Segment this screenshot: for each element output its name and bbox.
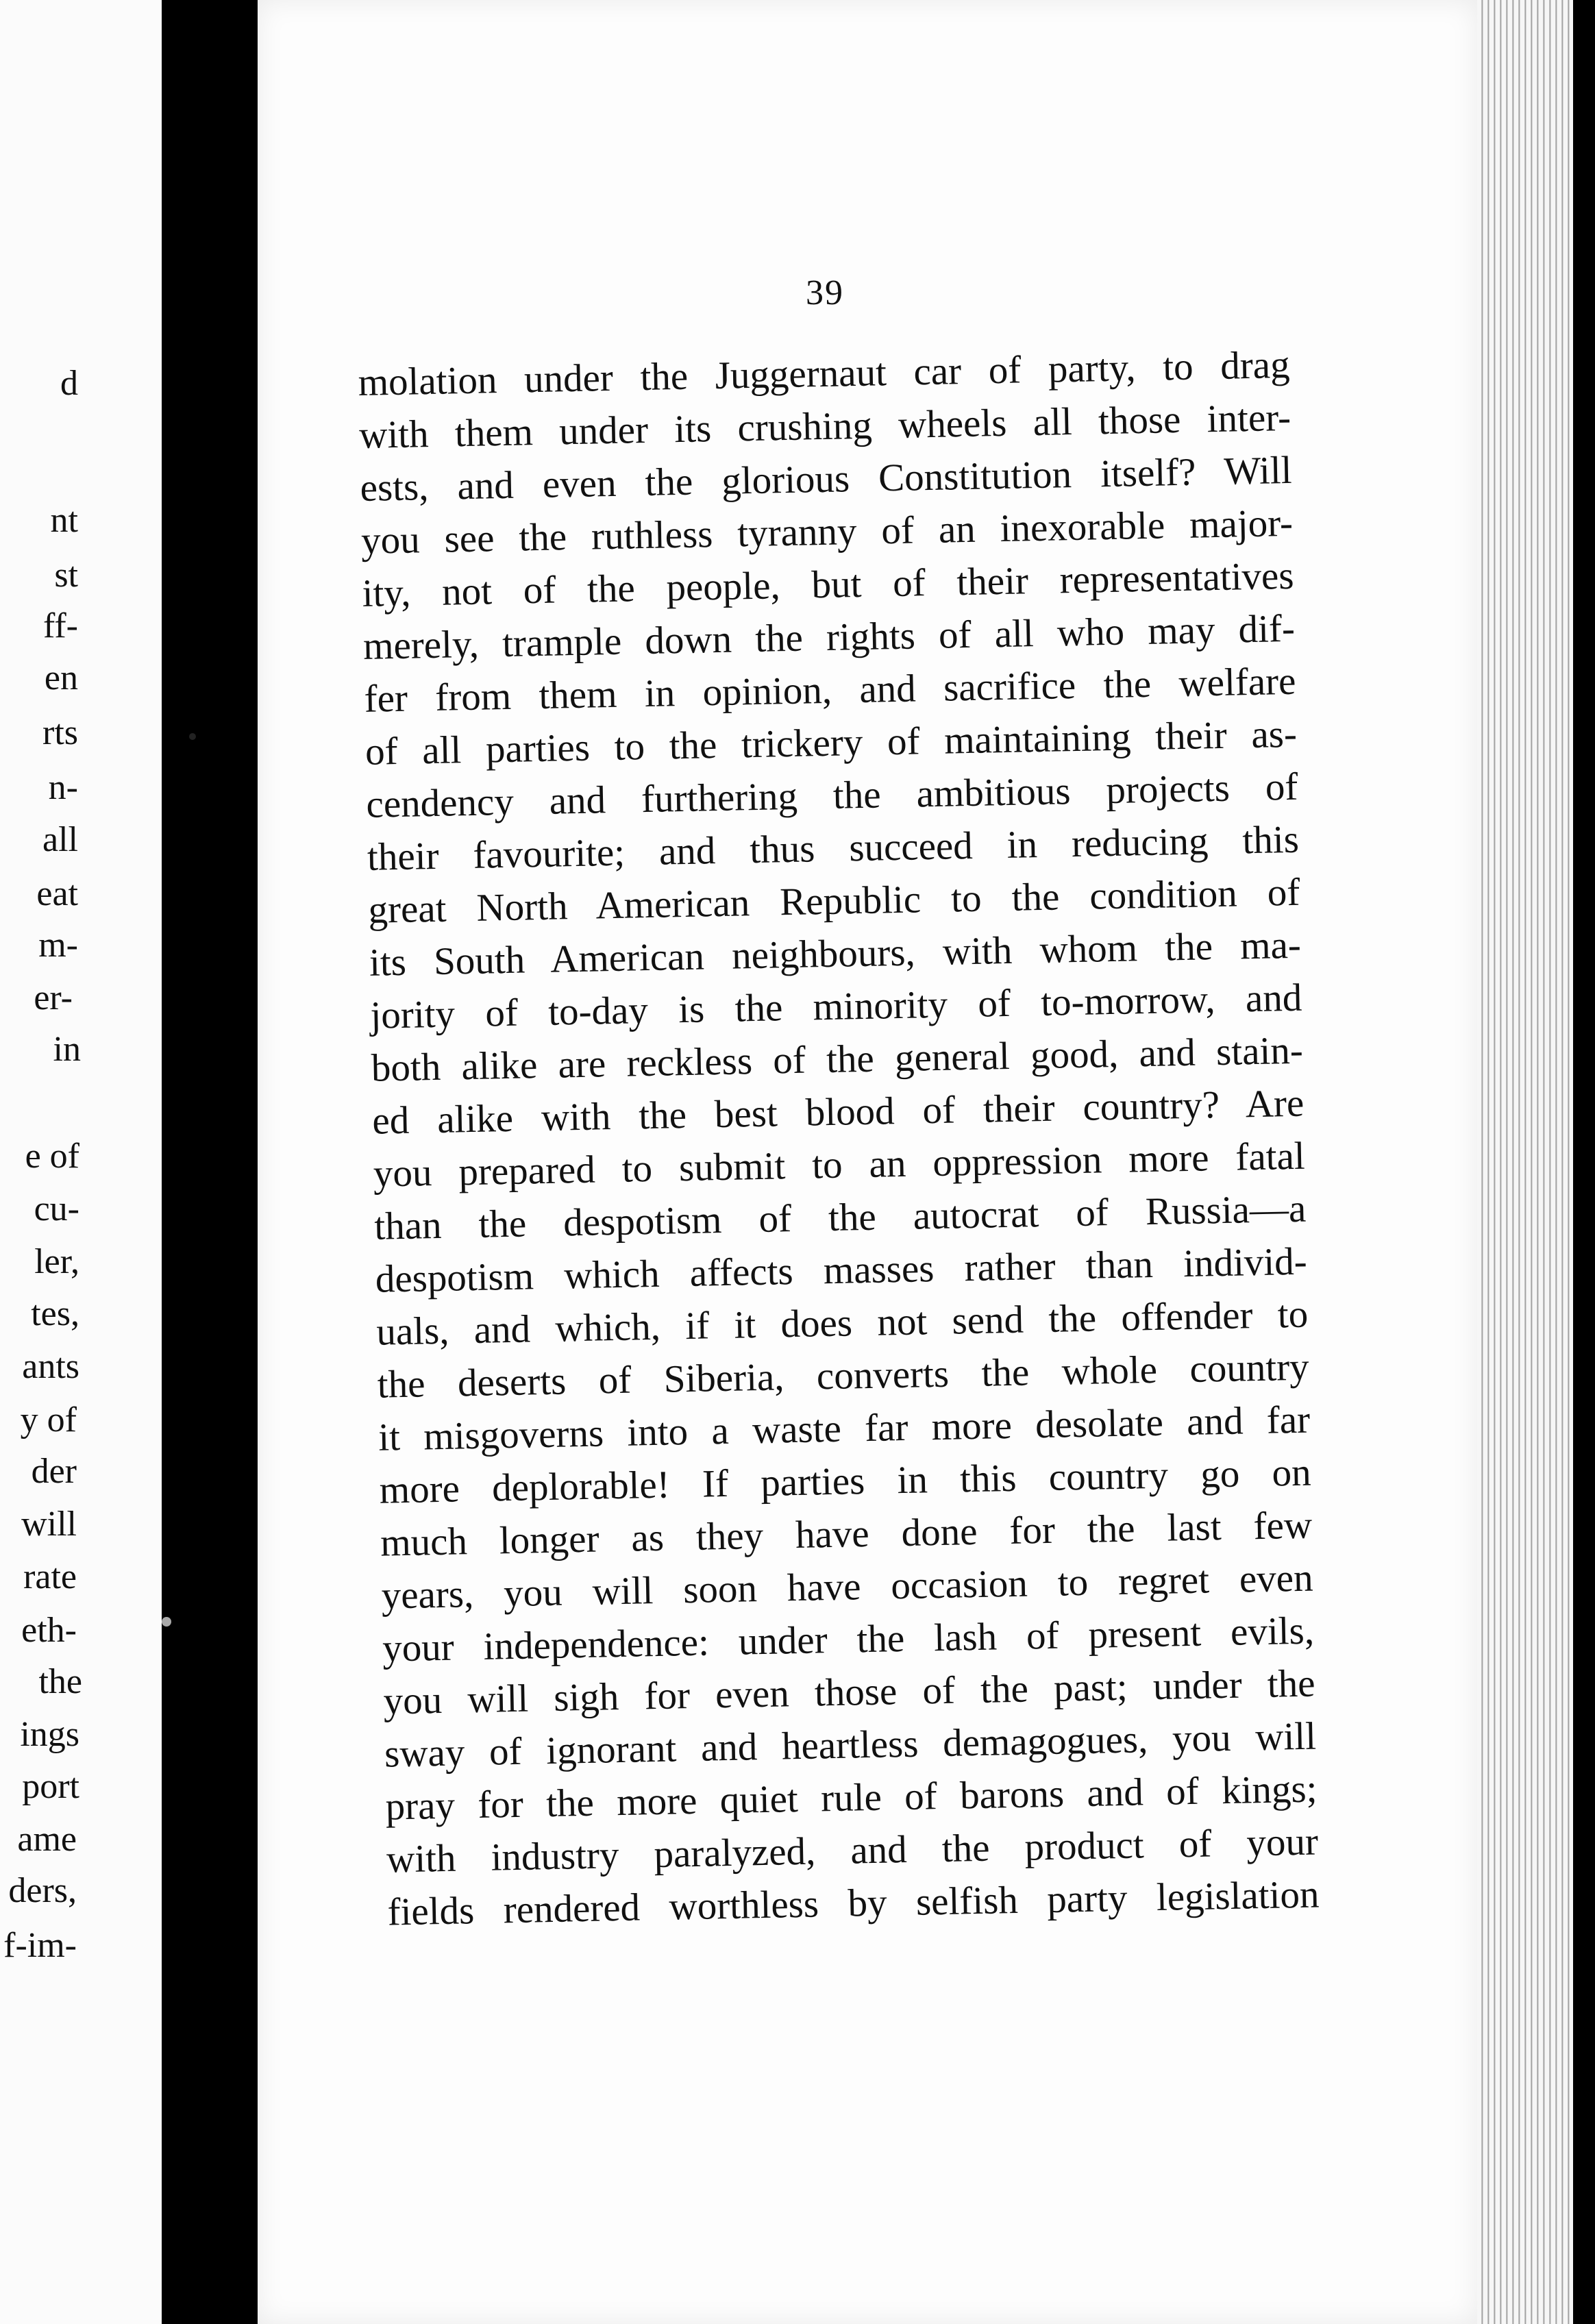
body-text bbox=[358, 338, 1320, 1939]
text-line: jority of to-day is the minority of to-morrow, and bbox=[369, 976, 1302, 1037]
ink-speck bbox=[189, 733, 196, 740]
previous-page-fragment: m- bbox=[38, 926, 78, 965]
text-line: with industry paralyzed, and the product of your bbox=[386, 1820, 1319, 1881]
previous-page-fragment: port bbox=[22, 1767, 79, 1806]
previous-page-fragment: the bbox=[38, 1662, 82, 1701]
text-line: you prepared to submit to an oppression more fatal bbox=[373, 1134, 1306, 1196]
text-line: its South American neighbours, with whom the ma- bbox=[369, 923, 1302, 985]
text-line: you will sigh for even those of the past; under the bbox=[383, 1661, 1316, 1723]
previous-page-fragment: y of bbox=[20, 1400, 77, 1439]
previous-page-fragment: ame bbox=[17, 1820, 77, 1859]
text-line: you see the ruthless tyranny of an inexorable major- bbox=[360, 501, 1294, 563]
previous-page-fragment: en bbox=[44, 658, 78, 697]
text-line: their favourite; and thus succeed in reducing this bbox=[367, 817, 1300, 879]
previous-page-fragment: st bbox=[54, 556, 78, 595]
text-line: molation under the Juggernaut car of party, to drag bbox=[358, 343, 1291, 404]
text-line: the deserts of Siberia, converts the whole country bbox=[377, 1345, 1310, 1407]
previous-page-fragment: ants bbox=[22, 1347, 79, 1386]
previous-page-fragment: cu- bbox=[34, 1189, 79, 1228]
book-gutter bbox=[162, 0, 258, 2324]
text-line: fields rendered worthless by selfish party legislation bbox=[387, 1872, 1320, 1934]
previous-page-fragment: n- bbox=[48, 768, 78, 807]
text-line: merely, trample down the rights of all who may dif- bbox=[362, 606, 1296, 668]
book-page bbox=[258, 0, 1477, 2324]
text-line: than the despotism of the autocrat of Russia—a bbox=[373, 1187, 1307, 1248]
text-line: ests, and even the glorious Constitution itself? Will bbox=[360, 448, 1293, 510]
previous-page-fragment: d bbox=[60, 364, 78, 403]
page-stack-edge bbox=[1477, 0, 1573, 2324]
previous-page-fragment: all bbox=[42, 820, 78, 859]
text-line: pray for the more quiet rule of barons and of kings; bbox=[385, 1767, 1318, 1829]
previous-page-fragment: eth- bbox=[21, 1611, 77, 1650]
text-line: fer from them in opinion, and sacrifice the welfare bbox=[364, 659, 1296, 721]
text-line: ed alike with the best blood of their country? Are bbox=[371, 1081, 1305, 1143]
previous-page-fragment: ler, bbox=[34, 1242, 79, 1281]
previous-page-fragment: in bbox=[53, 1030, 81, 1069]
text-line: sway of ignorant and heartless demagogues, you will bbox=[384, 1714, 1317, 1776]
previous-page-fragment: e of bbox=[25, 1137, 79, 1176]
text-line: more deplorable! If parties in this country go on bbox=[379, 1450, 1312, 1512]
text-line: it misgoverns into a waste far more desolate and far bbox=[378, 1398, 1311, 1459]
previous-page-fragment: ings bbox=[20, 1715, 79, 1754]
text-line: cendency and furthering the ambitious projects of bbox=[365, 765, 1298, 826]
text-line: despotism which affects masses rather than individ- bbox=[375, 1239, 1308, 1301]
text-line: ity, not of the people, but of their representatives bbox=[362, 554, 1295, 615]
previous-page-fragment: rts bbox=[42, 713, 78, 752]
text-line: both alike are reckless of the general good, and stain- bbox=[371, 1028, 1304, 1090]
page-number: 39 bbox=[806, 273, 844, 312]
previous-page-fragment: er- bbox=[34, 978, 73, 1017]
previous-page-fragment: will bbox=[21, 1505, 77, 1544]
previous-page-fragment: tes, bbox=[31, 1294, 79, 1333]
previous-page-fragment: f-im- bbox=[3, 1926, 77, 1965]
previous-page-fragment: ff- bbox=[42, 606, 78, 645]
previous-page-fragment: der bbox=[31, 1452, 77, 1491]
text-line: years, you will soon have occasion to regret even bbox=[381, 1556, 1314, 1618]
ink-speck bbox=[162, 1617, 171, 1627]
text-line: of all parties to the trickery of maintaining their as- bbox=[364, 712, 1298, 774]
previous-page-fragment: nt bbox=[50, 501, 78, 540]
previous-page-edge bbox=[0, 0, 162, 2324]
previous-page-fragment: rate bbox=[23, 1557, 77, 1596]
text-line: much longer as they have done for the last few bbox=[380, 1503, 1313, 1565]
previous-page-fragment: eat bbox=[36, 874, 78, 913]
previous-page-fragment: ders, bbox=[8, 1871, 77, 1910]
text-line: your independence: under the lash of present evils, bbox=[382, 1609, 1315, 1670]
text-line: with them under its crushing wheels all those inter- bbox=[358, 395, 1291, 457]
text-line: great North American Republic to the condition of bbox=[367, 870, 1300, 932]
right-border bbox=[1573, 0, 1595, 2324]
text-line: uals, and which, if it does not send the offender to bbox=[375, 1292, 1309, 1354]
